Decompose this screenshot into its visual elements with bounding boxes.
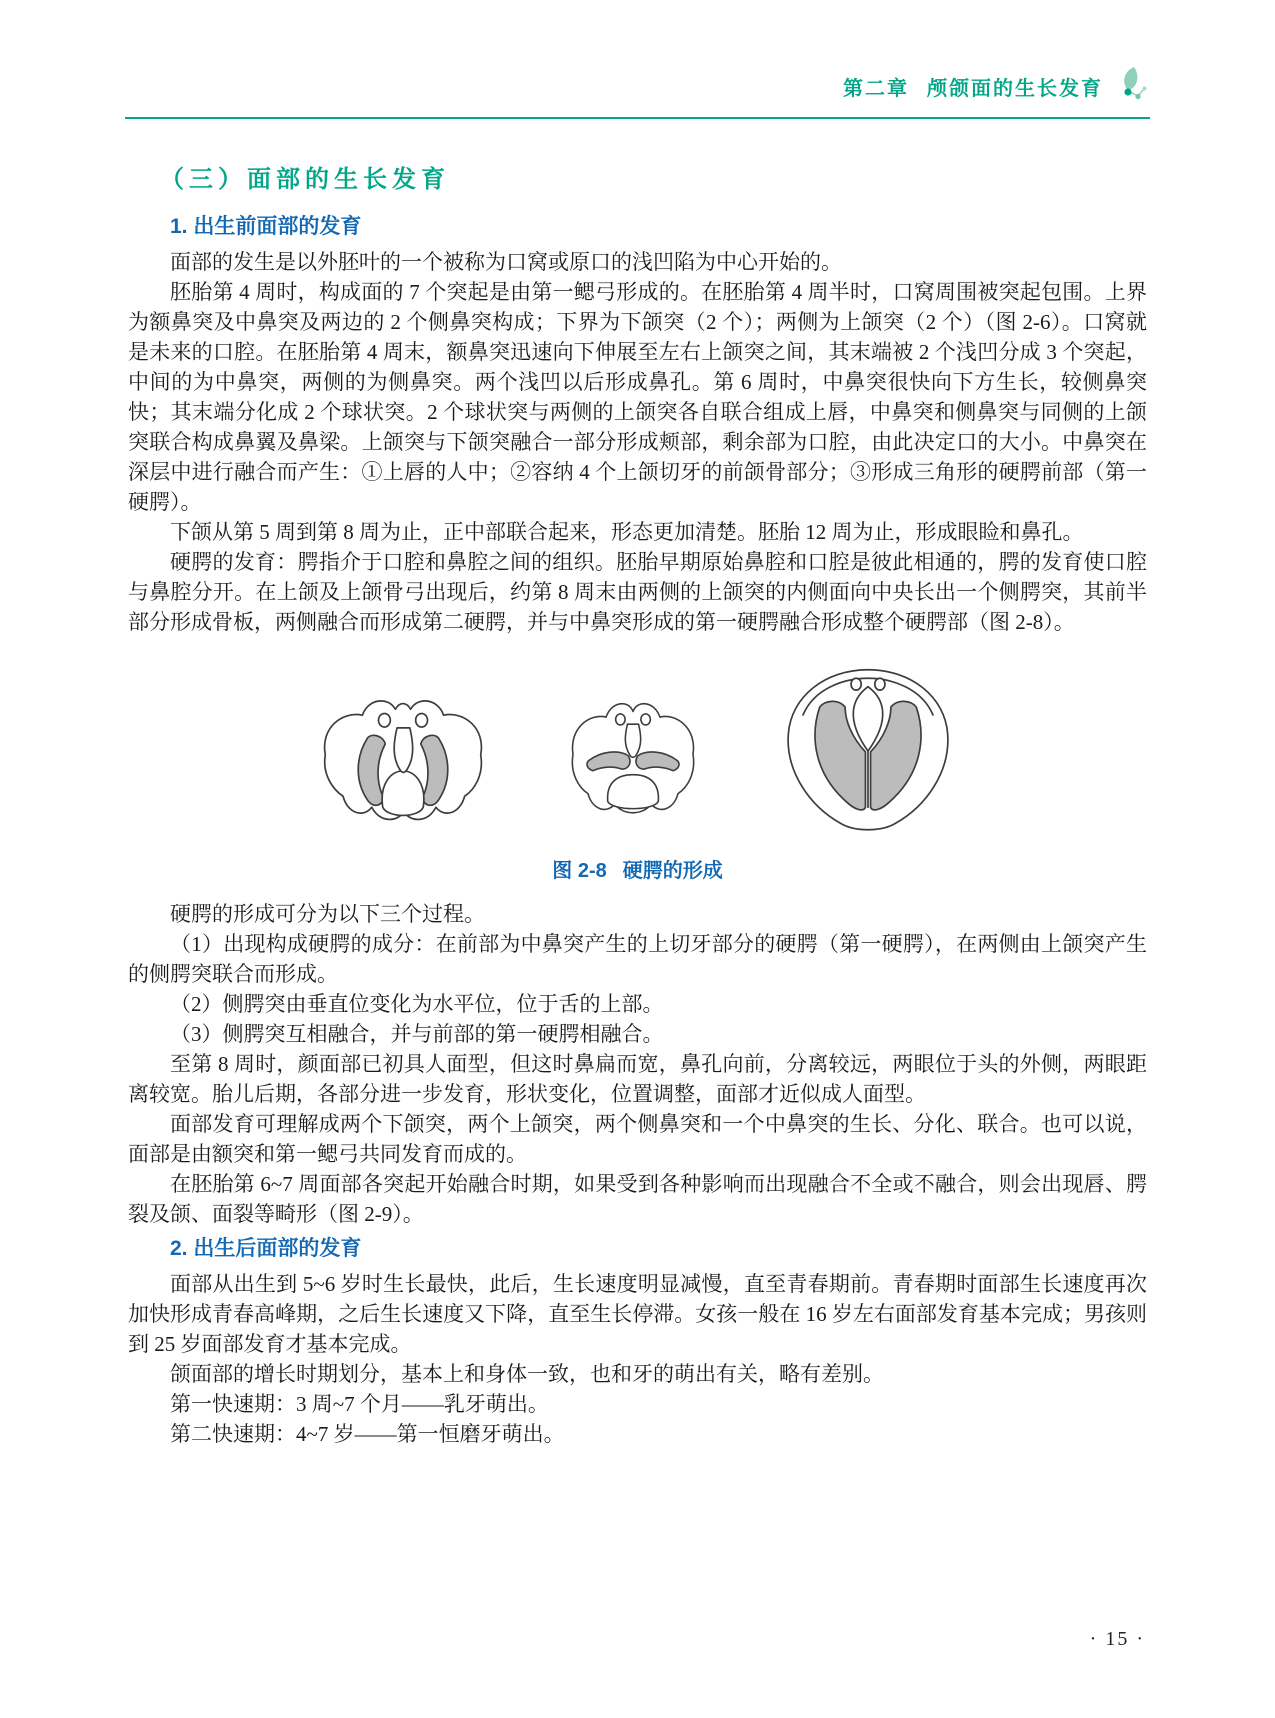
paragraph: （3）侧腭突互相融合，并与前部的第一硬腭相融合。 xyxy=(170,1022,664,1046)
chapter-title: 颅颌面的生长发育 xyxy=(927,78,1103,100)
palate-stage-2-diagram xyxy=(554,691,712,841)
figure-row xyxy=(128,663,1147,841)
page-number: · 15 · xyxy=(1089,1628,1145,1650)
paragraph: 硬腭的形成可分为以下三个过程。 xyxy=(170,902,485,926)
subsection-heading-1: 1. 出生前面部的发育 xyxy=(170,215,362,238)
figure-caption-label: 图 2-8 xyxy=(552,860,607,882)
paragraph: 在胚胎第 6~7 周面部各突起开始融合时期，如果受到各种影响而出现融合不全或不融合，则会出现唇、腭裂及颌、面裂等畸形（图 2-9）。 xyxy=(128,1172,1147,1226)
subsection-heading-2: 2. 出生后面部的发育 xyxy=(170,1237,362,1260)
figure-palate-formation xyxy=(128,663,1147,885)
paragraph: 第二快速期：4~7 岁——第一恒磨牙萌出。 xyxy=(170,1422,565,1446)
paragraph: 颌面部的增长时期划分，基本上和身体一致，也和牙的萌出有关，略有差别。 xyxy=(170,1362,884,1386)
paragraph: （2）侧腭突由垂直位变化为水平位，位于舌的上部。 xyxy=(170,992,664,1016)
paragraph: 下颌从第 5 周到第 8 周为止，正中部联合起来，形态更加清楚。胚胎 12 周为止，形成眼睑和鼻孔。 xyxy=(170,520,1084,544)
figure-caption-text: 硬腭的形成 xyxy=(622,860,723,882)
section-heading: （三）面部的生长发育 xyxy=(160,167,450,193)
paragraph: 面部从出生到 5~6 岁时生长最快，此后，生长速度明显减慢，直至青春期前。青春期时面部生长速度再次加快形成青春高峰期，之后生长速度又下降，直至生长停滞。女孩一般在 16 岁左右面部发育基本完成；男孩则到 25 岁面部发育才基本完成。 xyxy=(128,1272,1147,1356)
publisher-logo-icon xyxy=(1115,64,1155,109)
palate-stage-1-diagram xyxy=(310,689,496,841)
paragraph: 硬腭的发育：腭指介于口腔和鼻腔之间的组织。胚胎早期原始鼻腔和口腔是彼此相通的，腭的发育使口腔与鼻腔分开。在上颌及上颌骨弓出现后，约第 8 周末由两侧的上颌突的内侧面向中央长出一个侧腭突，其前半部分形成骨板，两侧融合而形成第二硬腭，并与中鼻突形成的第一硬腭融合形成整个硬腭部（图 2-8）。 xyxy=(128,550,1147,634)
page-content xyxy=(0,119,1275,1449)
palate-stage-3-diagram xyxy=(770,663,966,841)
paragraph: 胚胎第 4 周时，构成面的 7 个突起是由第一鳃弓形成的。在胚胎第 4 周半时，口窝周围被突起包围。上界为额鼻突及中鼻突及两边的 2 个侧鼻突构成；下界为下颌突（2 个）；两侧为上颌突（2 个）（图 2-6）。口窝就是未来的口腔。在胚胎第 4 周末，额鼻突迅速向下伸展至左右上颌突之间，其末端被 2 个浅凹分成 3 个突起，中间的为中鼻突，两侧的为侧鼻突。两个浅凹以后形成鼻孔。第 6 周时，中鼻突很快向下方生长，较侧鼻突快；其末端分化成 2 个球状突。2 个球状突与两侧的上颌突各自联合组成上唇，中鼻突和侧鼻突与同侧的上颌突联合构成鼻翼及鼻梁。上颌突与下颌突融合一部分形成颊部，剩余部为口腔，由此决定口的大小。中鼻突在深层中进行融合而产生：①上唇的人中；②容纳 4 个上颌切牙的前颌骨部分；③形成三角形的硬腭前部（第一硬腭）。 xyxy=(128,280,1147,514)
paragraph: 至第 8 周时，颜面部已初具人面型，但这时鼻扁而宽，鼻孔向前，分离较远，两眼位于头的外侧，两眼距离较宽。胎儿后期，各部分进一步发育，形状变化，位置调整，面部才近似成人面型。 xyxy=(128,1052,1147,1106)
paragraph: 第一快速期：3 周~7 个月——乳牙萌出。 xyxy=(170,1392,549,1416)
paragraph: 面部发育可理解成两个下颌突，两个上颌突，两个侧鼻突和一个中鼻突的生长、分化、联合。也可以说，面部是由额突和第一鳃弓共同发育而成的。 xyxy=(128,1112,1147,1166)
page-header xyxy=(0,0,1275,117)
paragraph: （1）出现构成硬腭的成分：在前部为中鼻突产生的上切牙部分的硬腭（第一硬腭），在两侧由上颌突产生的侧腭突联合而形成。 xyxy=(128,932,1147,986)
figure-caption xyxy=(128,857,1147,885)
chapter-number: 第二章 xyxy=(843,78,909,100)
paragraph: 面部的发生是以外胚叶的一个被称为口窝或原口的浅凹陷为中心开始的。 xyxy=(170,250,842,274)
